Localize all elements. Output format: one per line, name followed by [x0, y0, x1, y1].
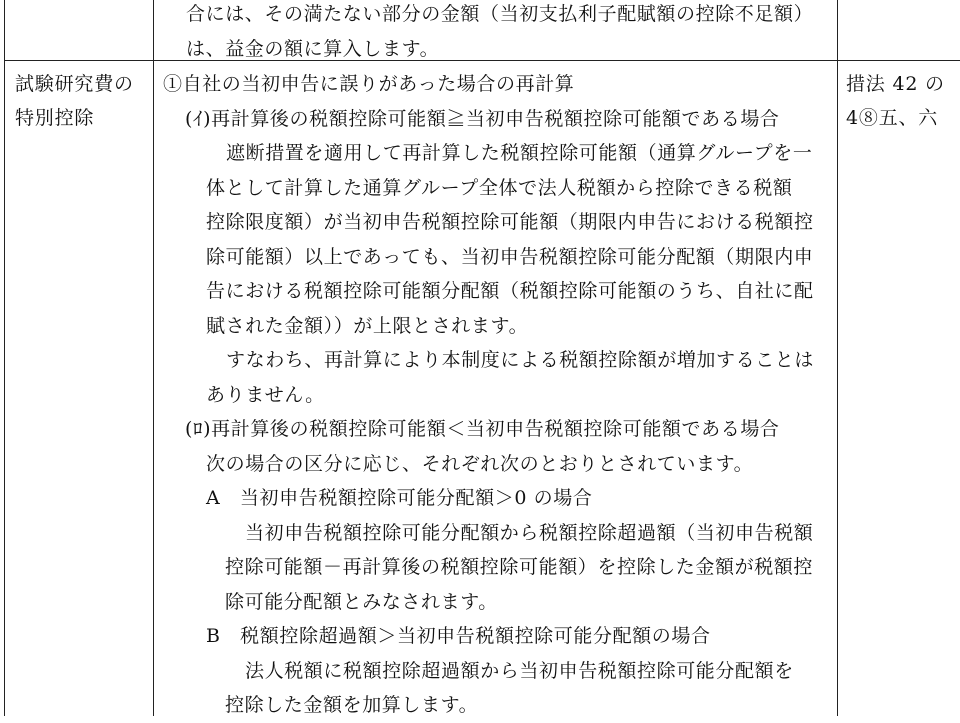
table-border-col1 — [153, 0, 154, 716]
item-label-line: 特別控除 — [15, 107, 95, 129]
text-line: ありません。 — [206, 383, 325, 406]
heading-line: ①自社の当初申告に誤りがあった場合の再計算 — [163, 73, 575, 95]
item-label-line: 試験研究費の — [15, 73, 134, 95]
table-border-left — [4, 0, 5, 716]
law-reference-line: 4⑧五、六 — [846, 107, 939, 129]
text-line: 遮断措置を適用して再計算した税額控除可能額（通算グループを一 — [226, 142, 813, 164]
law-reference — [846, 67, 945, 135]
subheading-line: (ﾛ)再計算後の税額控除可能額＜当初申告税額控除可能額である場合 — [185, 418, 780, 440]
text-line: 賦された金額））が上限とされます。 — [206, 314, 529, 337]
text-line: 控除した金額を加算します。 — [225, 694, 479, 716]
text-line: 告における税額控除可能額分配額（税額控除可能額のうち、自社に配 — [206, 280, 814, 302]
text-line: 除可能額）以上であっても、当初申告税額控除可能分配額（期限内申 — [206, 245, 814, 268]
table-border-col2 — [837, 0, 838, 716]
item-label — [15, 67, 134, 135]
text-line: すなわち、再計算により本制度による税額控除額が増加することは — [226, 349, 815, 371]
text-line: 控除可能額－再計算後の税額控除可能額）を控除した金額が税額控 — [225, 556, 814, 578]
text-line: は、益金の額に算入します。 — [186, 37, 440, 60]
text-line: 控除限度額）が当初申告税額控除可能額（期限内申告における税額控 — [206, 211, 814, 233]
text-line: 除可能分配額とみなされます。 — [225, 590, 498, 613]
subheading-line: (ｲ)再計算後の税額控除可能額≧当初申告税額控除可能額である場合 — [185, 107, 780, 130]
item-description — [163, 67, 814, 723]
top-row-content — [186, 0, 813, 66]
text-line: 体として計算した通算グループ全体で法人税額から控除できる税額 — [206, 176, 793, 199]
subheading-line: A 当初申告税額控除可能分配額＞0 の場合 — [206, 487, 593, 509]
text-line: 当初申告税額控除可能分配額から税額控除超過額（当初申告税額 — [245, 521, 814, 544]
subheading-line: B 税額控除超過額＞当初申告税額控除可能分配額の場合 — [206, 625, 711, 647]
text-line: 法人税額に税額控除超過額から当初申告税額控除可能分配額を — [245, 659, 794, 682]
text-line: 合には、その満たない部分の金額（当初支払利子配賦額の控除不足額） — [186, 3, 814, 25]
text-line: 次の場合の区分に応じ、それぞれ次のとおりとされています。 — [206, 452, 754, 475]
law-reference-line: 措法 42 の — [846, 73, 945, 95]
